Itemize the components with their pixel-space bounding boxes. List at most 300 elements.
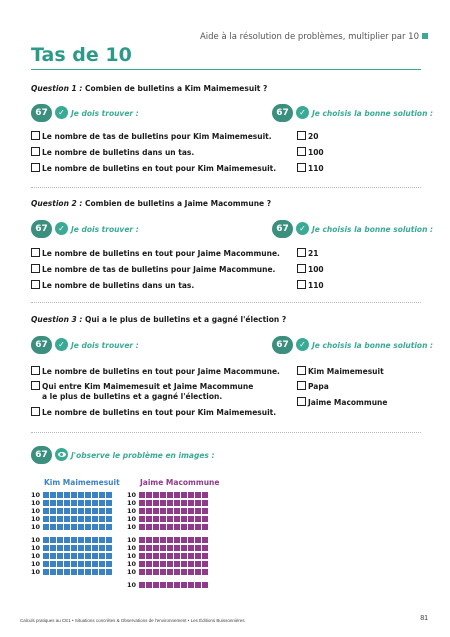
section-divider: [31, 302, 421, 303]
bulletin-square: [78, 492, 84, 498]
bulletin-square: [99, 561, 105, 567]
bulletin-square: [202, 582, 208, 588]
bulletin-square: [78, 508, 84, 514]
bulletin-square: [146, 524, 152, 530]
find-label: Je dois trouver :: [71, 341, 139, 350]
bulletin-square: [181, 545, 187, 551]
bulletin-square: [106, 561, 112, 567]
bulletin-square: [146, 508, 152, 514]
bulletin-square: [106, 569, 112, 575]
bulletin-square: [106, 537, 112, 543]
bulletin-square: [188, 537, 194, 543]
bulletin-square: [174, 582, 180, 588]
find-option-text: Le nombre de bulletins en tout pour Kim Maimemesuit.: [42, 164, 277, 173]
bulletin-square: [85, 524, 91, 530]
row-count-label: 10: [127, 552, 137, 560]
bulletin-square: [160, 508, 166, 514]
bulletin-square: [50, 553, 56, 559]
bulletin-square: [64, 537, 70, 543]
page-title: Tas de 10: [31, 44, 132, 66]
bulletin-square: [78, 524, 84, 530]
find-option-2[interactable]: [31, 381, 253, 402]
bulletin-square: [92, 524, 98, 530]
bulletin-square: [43, 553, 49, 559]
bulletin-square: [106, 492, 112, 498]
bulletin-square: [43, 500, 49, 506]
check-icon: ✓: [55, 106, 68, 119]
title-underline: [31, 69, 421, 70]
bulletin-square: [139, 508, 145, 514]
find-option-3[interactable]: [31, 280, 194, 291]
bulletin-square: [57, 545, 63, 551]
bulletin-square: [195, 508, 201, 514]
bulletin-square: [181, 508, 187, 514]
bulletin-square: [188, 582, 194, 588]
bulletin-square: [181, 537, 187, 543]
checkbox[interactable]: [297, 264, 306, 273]
eye-icon: [55, 448, 68, 461]
bulletin-square: [167, 524, 173, 530]
bulletin-square: [50, 545, 56, 551]
badge-67: 67: [31, 104, 52, 122]
bulletin-square: [43, 524, 49, 530]
bulletin-square: [57, 516, 63, 522]
question-3-label: Question 3 :: [31, 315, 83, 324]
bulletin-square: [43, 508, 49, 514]
find-option-2[interactable]: [31, 147, 194, 158]
find-label: Je dois trouver :: [71, 225, 139, 234]
solution-option-2[interactable]: [297, 381, 329, 392]
bulletin-square: [188, 553, 194, 559]
find-option-1[interactable]: [31, 366, 280, 377]
bulletin-square: [64, 553, 70, 559]
row-count-label: 10: [31, 499, 41, 507]
bulletin-square: [202, 553, 208, 559]
bulletin-square: [188, 492, 194, 498]
bulletin-square: [146, 492, 152, 498]
solution-option-1[interactable]: [297, 248, 318, 259]
bulletin-square: [92, 516, 98, 522]
solution-option-2[interactable]: [297, 147, 324, 158]
bulletin-square: [85, 561, 91, 567]
bulletin-square: [202, 524, 208, 530]
bulletin-square: [92, 561, 98, 567]
bulletin-square: [160, 537, 166, 543]
bulletin-square: [78, 561, 84, 567]
checkbox[interactable]: [297, 381, 306, 390]
bulletin-square: [71, 508, 77, 514]
bulletin-square: [92, 545, 98, 551]
bulletin-square: [50, 569, 56, 575]
footer-text: Calculs pratiques au CE1 • Situations concrètes & Observations de l'environnement • Les Éditions Buissonnières: [20, 618, 245, 623]
bulletin-square: [57, 553, 63, 559]
bulletin-square: [174, 500, 180, 506]
bulletin-square: [106, 553, 112, 559]
question-3: [31, 315, 286, 324]
bulletin-square: [85, 516, 91, 522]
bulletin-square: [188, 516, 194, 522]
solution-text: Papa: [308, 382, 329, 391]
find-option-3[interactable]: [31, 163, 276, 174]
bulletin-square: [195, 524, 201, 530]
solution-option-3[interactable]: [297, 397, 387, 408]
bulletin-square: [146, 561, 152, 567]
find-label: Je dois trouver :: [71, 109, 139, 118]
bulletin-square: [153, 569, 159, 575]
checkbox[interactable]: [31, 407, 40, 416]
bulletin-square: [106, 500, 112, 506]
bulletin-square: [174, 508, 180, 514]
bulletin-square: [188, 545, 194, 551]
checkbox[interactable]: [297, 147, 306, 156]
row-count-label: 10: [127, 568, 137, 576]
checkbox[interactable]: [297, 366, 306, 375]
bulletin-square: [167, 569, 173, 575]
solution-text: Jaime Macommune: [308, 398, 388, 407]
bulletin-square: [106, 545, 112, 551]
find-option-text: Le nombre de tas de bulletins pour Jaime Macommune.: [42, 265, 276, 274]
choose-label: Je choisis la bonne solution :: [312, 109, 434, 118]
bulletin-square: [64, 569, 70, 575]
question-2-label: Question 2 :: [31, 199, 83, 208]
find-option-1[interactable]: [31, 248, 280, 259]
checkbox[interactable]: [297, 163, 306, 172]
checkbox[interactable]: [297, 280, 306, 289]
bulletin-square: [174, 516, 180, 522]
bulletin-square: [57, 524, 63, 530]
question-2: [31, 199, 271, 208]
row-count-label: 10: [31, 560, 41, 568]
row-count-label: 10: [127, 515, 137, 523]
question-2-text: Combien de bulletins a Jaime Macommune ?: [84, 199, 272, 208]
bulletin-square: [99, 516, 105, 522]
bulletin-square: [85, 508, 91, 514]
row-count-label: 10: [127, 523, 137, 531]
bulletin-square: [160, 545, 166, 551]
check-icon: ✓: [296, 222, 309, 235]
bulletin-square: [78, 537, 84, 543]
row-count-label: 10: [31, 507, 41, 515]
bulletin-square: [99, 524, 105, 530]
row-count-label: 10: [127, 491, 137, 499]
bulletin-square: [92, 508, 98, 514]
check-icon: ✓: [55, 338, 68, 351]
bulletin-square: [167, 553, 173, 559]
question-3-text: Qui a le plus de bulletins et a gagné l'élection ?: [84, 315, 287, 324]
bulletin-square: [71, 516, 77, 522]
row-count-label: 10: [31, 491, 41, 499]
bulletin-square: [153, 582, 159, 588]
bulletin-square: [195, 561, 201, 567]
bulletin-square: [202, 545, 208, 551]
bulletin-square: [174, 492, 180, 498]
bulletin-square: [160, 516, 166, 522]
bulletin-square: [64, 508, 70, 514]
badge-67: 67: [272, 220, 293, 238]
solution-option-2[interactable]: [297, 264, 324, 275]
bulletin-square: [181, 553, 187, 559]
check-icon: ✓: [296, 106, 309, 119]
bulletin-square: [71, 492, 77, 498]
bulletin-square: [202, 561, 208, 567]
bulletin-square: [160, 492, 166, 498]
row-count-label: 10: [127, 499, 137, 507]
find-option-text: Le nombre de bulletins dans un tas.: [42, 281, 195, 290]
bulletin-square: [78, 500, 84, 506]
bulletin-square: [195, 569, 201, 575]
bulletin-square: [160, 500, 166, 506]
solution-text: 110: [308, 281, 324, 290]
find-option-text: Le nombre de bulletins dans un tas.: [42, 148, 195, 157]
check-icon: ✓: [55, 222, 68, 235]
bulletin-square: [139, 516, 145, 522]
bulletin-square: [139, 537, 145, 543]
bulletin-square: [43, 561, 49, 567]
bulletin-square: [85, 553, 91, 559]
bulletin-square: [57, 508, 63, 514]
bulletin-square: [139, 492, 145, 498]
page-number: 81: [420, 615, 428, 622]
bulletin-square: [99, 569, 105, 575]
bulletin-square: [146, 545, 152, 551]
row-count-label: 10: [31, 515, 41, 523]
bulletin-square: [57, 500, 63, 506]
bulletin-square: [195, 545, 201, 551]
checkbox[interactable]: [31, 264, 40, 273]
checkbox[interactable]: [31, 280, 40, 289]
bulletin-square: [181, 516, 187, 522]
bulletin-square: [181, 582, 187, 588]
bulletin-square: [78, 553, 84, 559]
find-option-text: Le nombre de tas de bulletins pour Kim Maimemesuit.: [42, 132, 272, 141]
solution-text: 20: [308, 132, 319, 141]
bulletin-square: [139, 569, 145, 575]
badge-67: 67: [272, 336, 293, 354]
bulletin-square: [50, 561, 56, 567]
bulletin-square: [195, 492, 201, 498]
question-1: [31, 84, 267, 93]
bulletin-square: [153, 500, 159, 506]
bulletin-square: [146, 582, 152, 588]
bulletin-square: [85, 545, 91, 551]
bulletin-square: [99, 508, 105, 514]
bulletin-square: [106, 508, 112, 514]
bulletin-square: [64, 516, 70, 522]
bulletin-square: [167, 561, 173, 567]
bulletin-square: [43, 569, 49, 575]
question-1-text: Combien de bulletins a Kim Maimemesuit ?: [84, 84, 268, 93]
bulletin-square: [106, 524, 112, 530]
find-option-1[interactable]: [31, 131, 272, 142]
bulletin-square: [50, 537, 56, 543]
bulletin-square: [195, 500, 201, 506]
bulletin-square: [50, 500, 56, 506]
solution-option-1[interactable]: [297, 366, 384, 377]
bulletin-square: [153, 516, 159, 522]
bulletin-square: [50, 516, 56, 522]
section-divider: [31, 432, 421, 433]
checkbox[interactable]: [31, 248, 40, 257]
bulletin-square: [174, 561, 180, 567]
bulletin-square: [139, 545, 145, 551]
row-count-label: 10: [31, 552, 41, 560]
bulletin-square: [99, 545, 105, 551]
bulletin-square: [188, 508, 194, 514]
bulletin-square: [202, 537, 208, 543]
bulletin-square: [50, 508, 56, 514]
bulletin-square: [64, 545, 70, 551]
badge-67: 67: [272, 104, 293, 122]
find-option-text: Qui entre Kim Maimemesuit et Jaime Macommune: [42, 382, 254, 391]
bulletin-square: [195, 516, 201, 522]
find-option-text: Le nombre de bulletins en tout pour Jaime Macommune.: [42, 249, 280, 258]
bulletin-squares: [139, 582, 209, 600]
bulletin-square: [57, 537, 63, 543]
bulletin-square: [181, 569, 187, 575]
bulletin-square: [99, 537, 105, 543]
observe-label: J'observe le problème en images :: [71, 451, 215, 460]
bulletin-square: [160, 569, 166, 575]
bulletin-square: [85, 537, 91, 543]
bulletin-square: [92, 569, 98, 575]
bulletin-square: [78, 545, 84, 551]
bulletin-square: [174, 553, 180, 559]
bulletin-square: [139, 500, 145, 506]
bulletin-square: [153, 561, 159, 567]
find-option-text: Le nombre de bulletins en tout pour Kim Maimemesuit.: [42, 408, 277, 417]
bulletin-square: [167, 508, 173, 514]
bulletin-square: [202, 516, 208, 522]
row-count-label: 10: [127, 536, 137, 544]
bulletin-square: [195, 582, 201, 588]
find-option-text-line2: a le plus de bulletins et a gagné l'élection.: [42, 392, 223, 401]
header-square-icon: [422, 33, 428, 39]
bulletin-square: [43, 537, 49, 543]
bulletin-square: [50, 492, 56, 498]
bulletin-square: [188, 524, 194, 530]
bulletin-square: [153, 537, 159, 543]
checkbox[interactable]: [297, 131, 306, 140]
bulletin-square: [181, 492, 187, 498]
bulletin-square: [139, 582, 145, 588]
bulletin-square: [160, 524, 166, 530]
solution-text: Kim Maimemesuit: [308, 367, 384, 376]
bulletin-square: [167, 516, 173, 522]
checkbox[interactable]: [31, 163, 40, 172]
question-1-label: Question 1 :: [31, 84, 83, 93]
bulletin-square: [99, 500, 105, 506]
bulletin-square: [160, 553, 166, 559]
find-option-2[interactable]: [31, 264, 275, 275]
bulletin-square: [174, 537, 180, 543]
bulletin-square: [106, 516, 112, 522]
bulletin-square: [195, 537, 201, 543]
solution-option-3[interactable]: [297, 163, 324, 174]
row-count-label: 10: [127, 560, 137, 568]
bulletin-square: [167, 500, 173, 506]
bulletin-square: [167, 492, 173, 498]
row-count-label: 10: [127, 544, 137, 552]
bulletin-square: [64, 524, 70, 530]
group-name-kim: Kim Maimemesuit: [44, 478, 120, 487]
bulletin-square: [71, 500, 77, 506]
checkbox[interactable]: [31, 381, 40, 390]
bulletin-square: [78, 516, 84, 522]
bulletin-square: [71, 569, 77, 575]
bulletin-square: [153, 553, 159, 559]
bulletin-square: [71, 561, 77, 567]
section-divider: [31, 187, 421, 188]
bulletin-squares: [43, 569, 113, 587]
bulletin-square: [202, 500, 208, 506]
bulletin-square: [85, 492, 91, 498]
row-count-label: 10: [31, 536, 41, 544]
bulletin-square: [57, 569, 63, 575]
checkbox[interactable]: [31, 131, 40, 140]
bulletin-square: [57, 561, 63, 567]
row-count-label: 10: [31, 568, 41, 576]
bulletin-square: [188, 500, 194, 506]
bulletin-square: [153, 545, 159, 551]
bulletin-square: [92, 492, 98, 498]
bulletin-square: [71, 537, 77, 543]
bulletin-square: [181, 524, 187, 530]
bulletin-square: [167, 537, 173, 543]
find-option-3[interactable]: [31, 407, 276, 418]
bulletin-square: [139, 561, 145, 567]
row-count-label: 10: [31, 523, 41, 531]
bulletin-square: [160, 582, 166, 588]
bulletin-square: [43, 516, 49, 522]
bulletin-square: [146, 516, 152, 522]
bulletin-square: [167, 582, 173, 588]
bulletin-square: [85, 569, 91, 575]
bulletin-square: [146, 569, 152, 575]
checkbox[interactable]: [297, 397, 306, 406]
solution-text: 110: [308, 164, 324, 173]
bulletin-square: [43, 545, 49, 551]
solution-option-1[interactable]: [297, 131, 318, 142]
bulletin-square: [85, 500, 91, 506]
bulletin-square: [202, 508, 208, 514]
checkbox[interactable]: [31, 366, 40, 375]
bulletin-square: [92, 500, 98, 506]
bulletin-square: [174, 569, 180, 575]
solution-text: 100: [308, 265, 324, 274]
bulletin-square: [146, 500, 152, 506]
bulletin-square: [71, 545, 77, 551]
bulletin-square: [64, 492, 70, 498]
choose-label: Je choisis la bonne solution :: [312, 225, 434, 234]
bulletin-square: [153, 508, 159, 514]
badge-67: 67: [31, 336, 52, 354]
checkbox[interactable]: [297, 248, 306, 257]
bulletin-square: [92, 537, 98, 543]
bulletin-square: [99, 553, 105, 559]
bulletin-square: [174, 524, 180, 530]
bulletin-square: [195, 553, 201, 559]
solution-option-3[interactable]: [297, 280, 324, 291]
bulletin-square: [153, 524, 159, 530]
checkbox[interactable]: [31, 147, 40, 156]
badge-67: 67: [31, 220, 52, 238]
solution-text: 21: [308, 249, 319, 258]
bulletin-square: [92, 553, 98, 559]
bulletin-square: [50, 524, 56, 530]
bulletin-square: [71, 553, 77, 559]
row-count-label: 10: [31, 544, 41, 552]
running-header-text: Aide à la résolution de problèmes, multiplier par 10: [199, 32, 419, 42]
